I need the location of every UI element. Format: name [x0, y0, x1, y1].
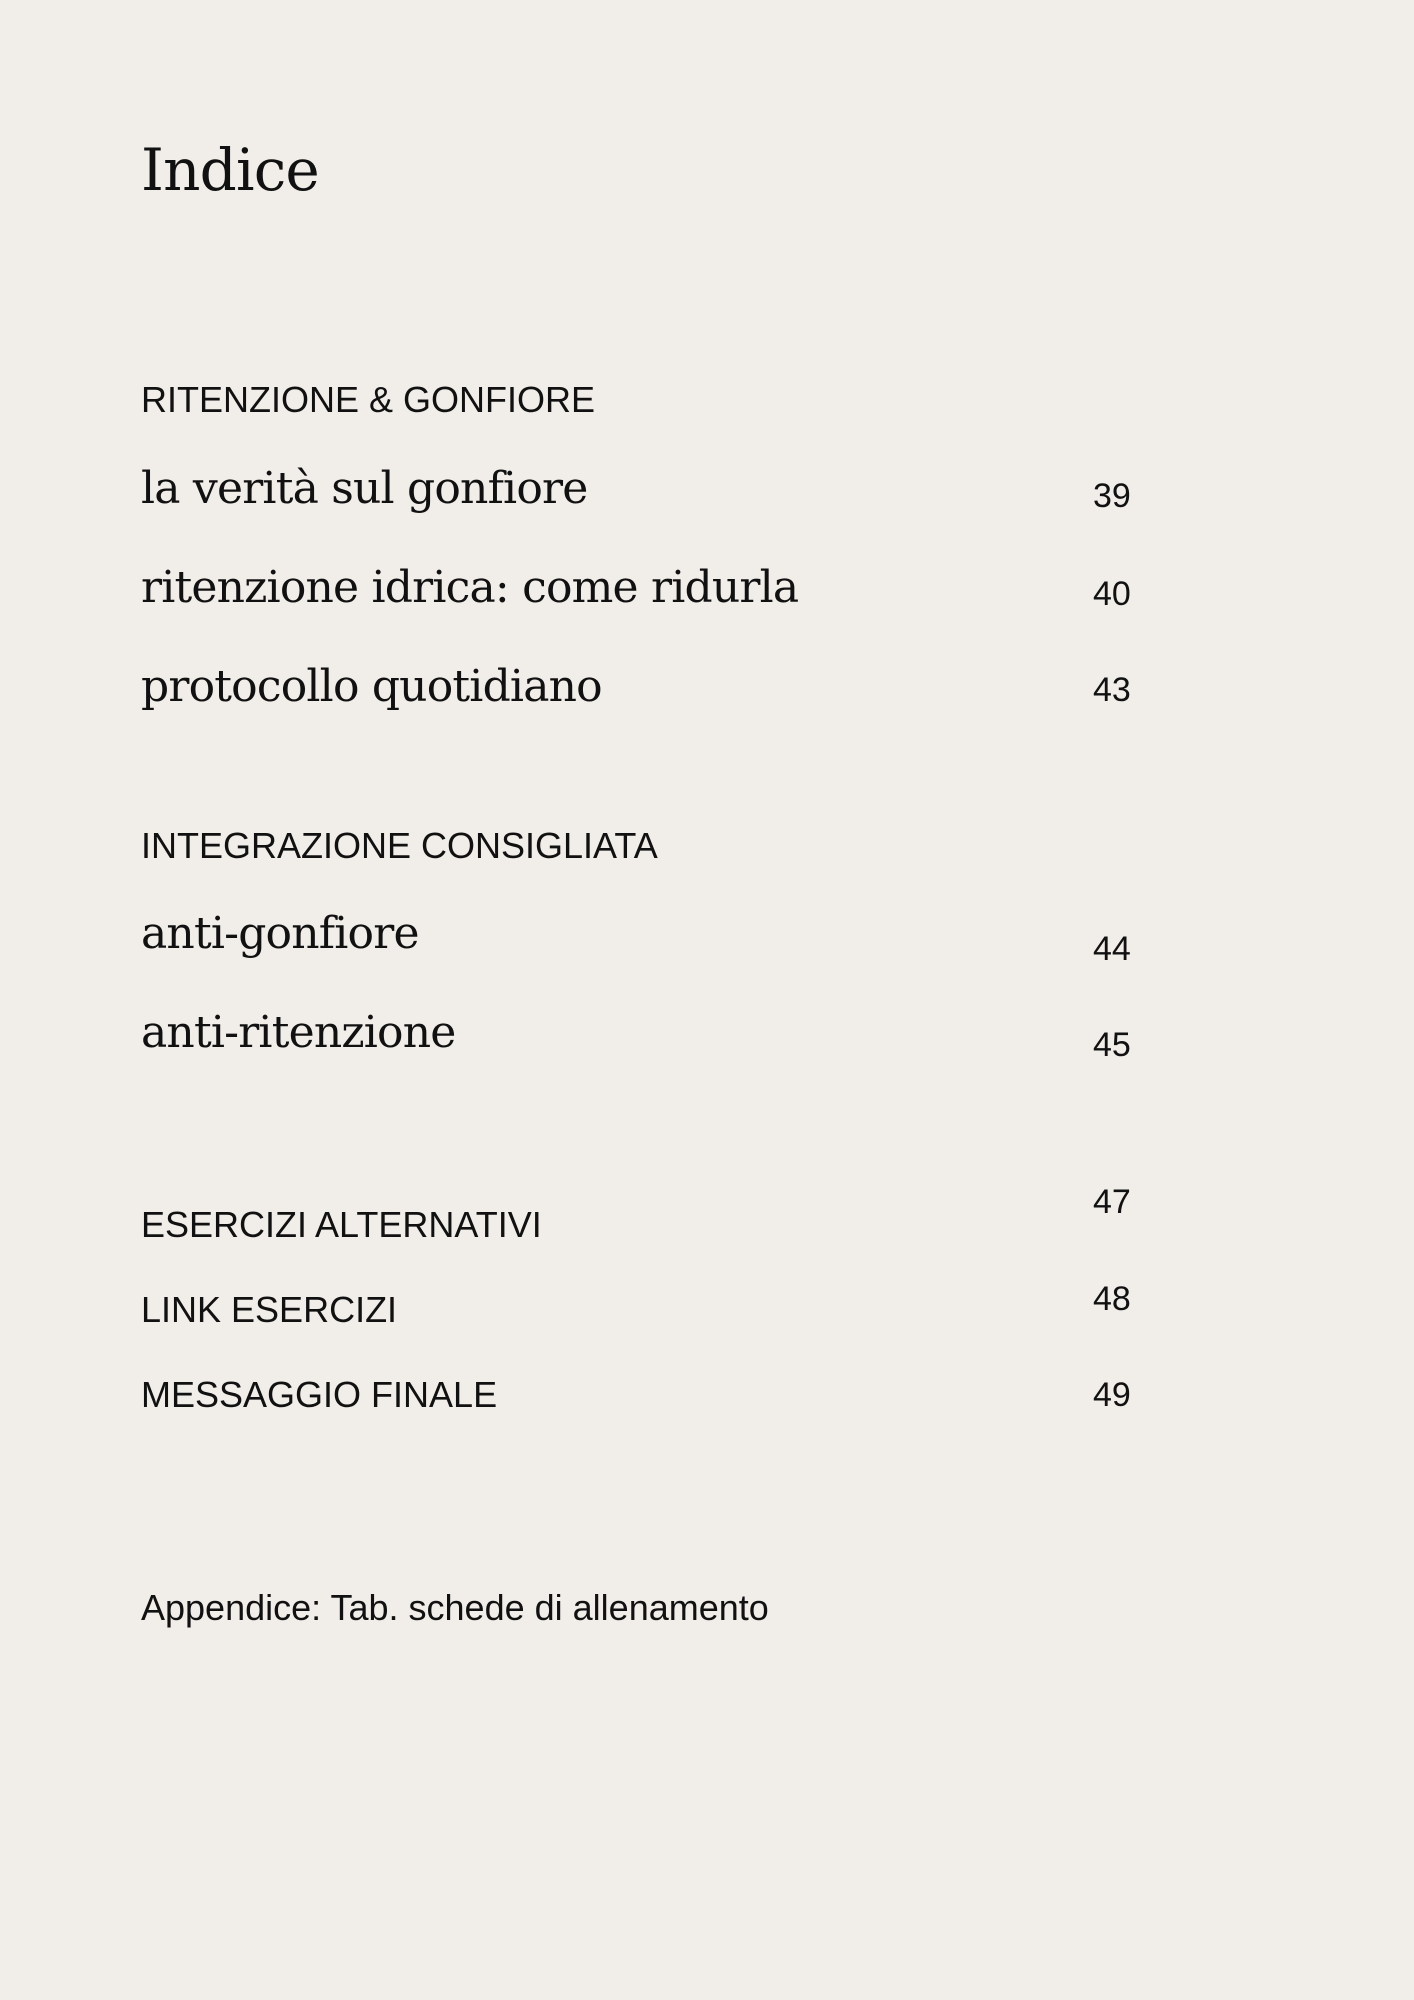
toc-entry-page: 40 — [1093, 575, 1131, 613]
toc-entry-label[interactable]: ritenzione idrica: come ridurla — [141, 562, 799, 613]
toc-entry-label[interactable]: protocollo quotidiano — [141, 661, 602, 712]
toc-entry-page: 39 — [1093, 477, 1131, 515]
toc-entry-esercizi-alternativi[interactable]: ESERCIZI ALTERNATIVI — [141, 1204, 542, 1245]
toc-entry-label[interactable]: la verità sul gonfiore — [141, 463, 588, 514]
section-heading-integrazione: INTEGRAZIONE CONSIGLIATA — [141, 825, 658, 866]
toc-entry-page: 48 — [1093, 1280, 1131, 1318]
appendix-note[interactable]: Appendice: Tab. schede di allenamento — [141, 1587, 769, 1628]
toc-entry-page: 43 — [1093, 671, 1131, 709]
toc-entry-page: 47 — [1093, 1183, 1131, 1221]
section-heading-ritenzione: RITENZIONE & GONFIORE — [141, 379, 596, 420]
toc-entry-link-esercizi[interactable]: LINK ESERCIZI — [141, 1289, 398, 1330]
toc-entry-label[interactable]: anti-gonfiore — [141, 908, 419, 959]
toc-entry-messaggio-finale[interactable]: MESSAGGIO FINALE — [141, 1374, 498, 1415]
toc-entry-label[interactable]: anti-ritenzione — [141, 1007, 456, 1058]
toc-entry-page: 44 — [1093, 930, 1131, 968]
toc-entry-page: 49 — [1093, 1376, 1131, 1414]
page-title: Indice — [141, 136, 319, 204]
toc-entry-page: 45 — [1093, 1026, 1131, 1064]
